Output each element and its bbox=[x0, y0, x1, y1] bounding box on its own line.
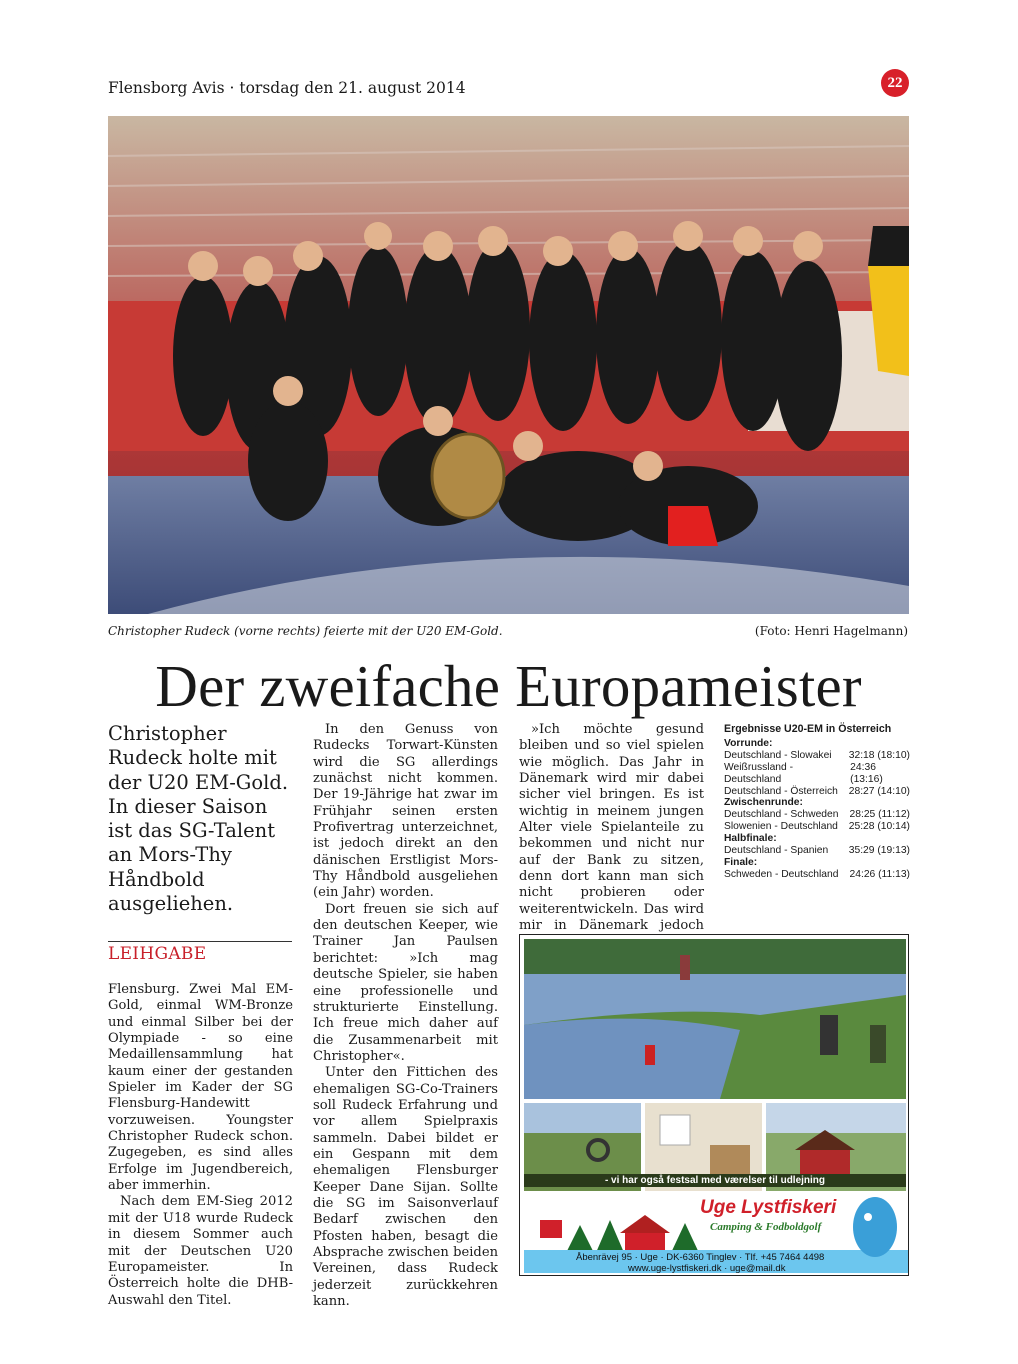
results-section-heading: Vorrunde: bbox=[724, 737, 773, 749]
article-paragraph: Unter den Fittichen des ehemaligen SG-Co-Trainers soll Rudeck Erfahrung und vor allem Spielpraxis sammeln. Dabei bildet er ein Gespann mit dem ehemaligen Flensburger Keeper Dane Sijan. Sollte die SG im Saisonverlauf Bedarf zwischen den Pfosten haben, besagt die Absprache zwischen beiden Vereinen, dass Rudeck jederzeit zurückkehren kann. bbox=[313, 1065, 498, 1310]
results-score: 25:28 (10:14) bbox=[848, 821, 910, 833]
results-match: Deutschland - Schweden bbox=[724, 809, 839, 821]
results-row bbox=[724, 786, 910, 798]
results-row bbox=[724, 821, 910, 833]
results-match: Weißrussland - Deutschland bbox=[724, 761, 794, 785]
results-score: 32:18 (18:10) bbox=[848, 749, 910, 761]
results-score: 24:36 (13:16) bbox=[850, 761, 883, 785]
team-celebration-photo-icon bbox=[108, 116, 909, 614]
results-row bbox=[724, 869, 910, 881]
ad-web: www.uge-lystfiskeri.dk · uge@mail.dk bbox=[628, 1263, 786, 1274]
results-box bbox=[724, 724, 910, 881]
results-row bbox=[724, 750, 910, 762]
results-match: Deutschland - Slowakei bbox=[724, 749, 832, 761]
results-row bbox=[724, 762, 910, 786]
results-row bbox=[724, 845, 910, 857]
article-paragraph: »Ich möchte gesund bleiben und so viel spielen wie möglich. Das Jahr in Dänemark wird mir dabei sicher viel bringen. Es ist wichtig in meinem jungen Alter viele Spielanteile zu bekommen und nicht nur auf der Bank zu sitzen, denn dort kann man sich nicht probieren oder weiterentwickeln. Das wird mir in Dänemark jedoch bbox=[519, 722, 704, 934]
section-rubric: LEIHGABE bbox=[108, 944, 207, 964]
results-score: 35:29 (19:13) bbox=[848, 845, 910, 857]
results-title: Ergebnisse U20-EM in Österreich bbox=[724, 723, 892, 735]
results-score: 28:27 (14:10) bbox=[848, 785, 910, 797]
results-list bbox=[724, 738, 910, 881]
results-match: Deutschland - Spanien bbox=[724, 845, 829, 857]
team-celebration-photo bbox=[108, 116, 909, 614]
results-score: 28:25 (11:12) bbox=[849, 809, 910, 821]
article-paragraph: Dort freuen sie sich auf den deutschen Keeper, wie Trainer Jan Paulsen berichtet: »Ich mag deutsche Spieler, sie haben eine professionelle und strukturierte Einstellung. Ich freue mich daher auf die Zusammenarbeit mit Christopher«. bbox=[313, 901, 498, 1064]
ad-brand: Uge Lystfiskeri bbox=[700, 1197, 837, 1218]
article-paragraph: Flensburg. Zwei Mal EM-Gold, einmal WM-Bronze und einmal Silber bei der Olympiade - so eine Medaillensammlung hat kaum einer der gestanden Spieler im Kader der SG Flensburg-Handewitt vorzuweisen. Youngster Christopher Rudeck schon. Zugegeben, es sind alles Erfolge im Jugendbereich, aber immerhin. bbox=[108, 982, 293, 1194]
results-match: Schweden - Deutschland bbox=[724, 868, 839, 880]
results-section-heading: Halbfinale: bbox=[724, 833, 777, 845]
headline: Der zweifache Europameister bbox=[155, 653, 862, 719]
results-row bbox=[724, 809, 910, 821]
masthead: Flensborg Avis · torsdag den 21. august 2014 bbox=[108, 79, 466, 97]
photo-credit: (Foto: Henri Hagelmann) bbox=[754, 624, 908, 638]
article-column-1 bbox=[108, 982, 293, 1309]
advertisement bbox=[519, 934, 909, 1276]
results-match: Deutschland - Österreich bbox=[724, 785, 838, 797]
photo-caption: Christopher Rudeck (vorne rechts) feierte mit der U20 EM-Gold. bbox=[108, 624, 503, 638]
results-section-heading: Finale: bbox=[724, 856, 758, 868]
lead-text: Christopher Rudeck holte mit der U20 EM-Gold. In dieser Saison ist das SG-Talent an Mors-Thy Håndbold ausgeliehen. bbox=[108, 722, 289, 916]
article-paragraph: In den Genuss von Rudecks Torwart-Künsten wird die SG allerdings zunächst nicht kommen. Der 19-Jährige hat zwar im Frühjahr seinen ersten Profivertrag unterzeichnet, ist jedoch direkt an den dänischen Erstligist Mors-Thy Håndbold ausgeliehen (ein Jahr) worden. bbox=[313, 722, 498, 901]
ad-tagline: Camping & Fodboldgolf bbox=[710, 1221, 822, 1233]
article-paragraph: Nach dem EM-Sieg 2012 mit der U18 wurde Rudeck in diesem Sommer auch mit der Deutschen U20 Europameister. In Österreich holte die DHB-Auswahl den Titel. bbox=[108, 1194, 293, 1308]
ad-banner: - vi har også festsal med værelser til udlejning bbox=[524, 1174, 906, 1187]
results-score: 24:26 (11:13) bbox=[849, 868, 910, 880]
article-column-2 bbox=[313, 722, 498, 1310]
results-match: Slowenien - Deutschland bbox=[724, 821, 838, 833]
ad-address: Åbenrävej 95 · Uge · DK-6360 Tinglev · Tlf. +45 7464 4498 bbox=[576, 1252, 825, 1263]
results-section-heading: Zwischenrunde: bbox=[724, 797, 803, 809]
page-number-badge: 22 bbox=[881, 69, 909, 97]
rubric-divider bbox=[108, 941, 292, 942]
